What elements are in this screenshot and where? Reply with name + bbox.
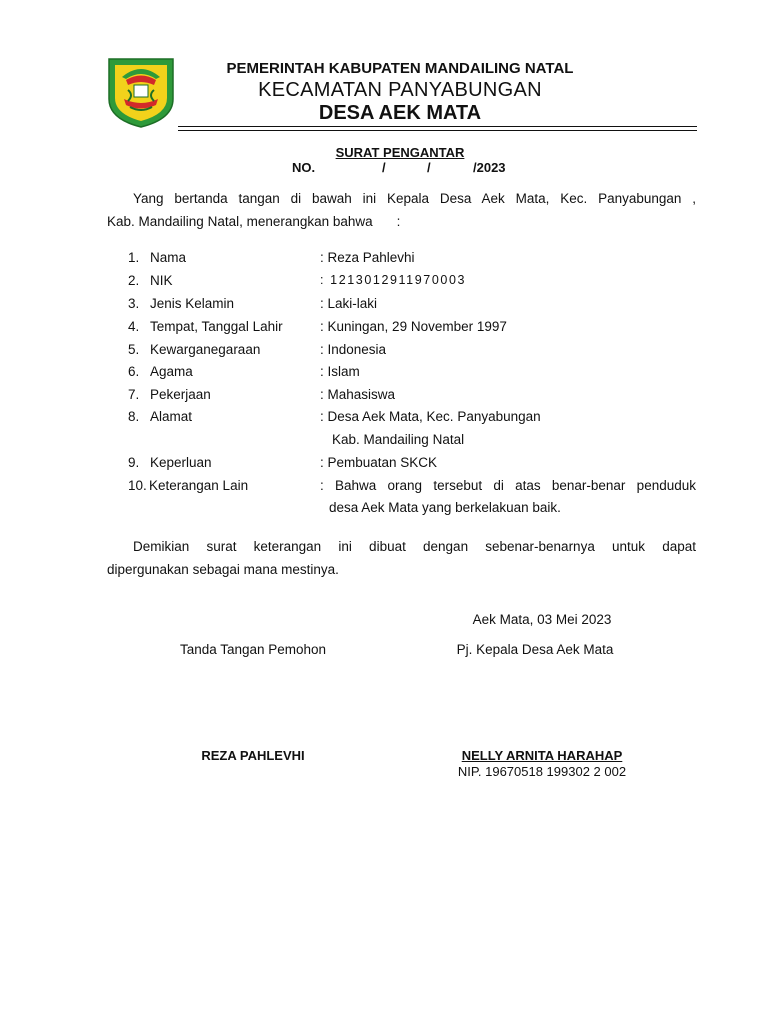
- field-row-continuation: Kab. Mandailing Natal: [332, 432, 465, 447]
- field-row: 5. Kewarganegaraan : Indonesia: [128, 342, 387, 357]
- closing-line-2: dipergunakan sebagai mana mestinya.: [107, 562, 339, 577]
- field-row: 1. Nama : Reza Pahlevhi: [128, 250, 415, 265]
- place-date: Aek Mata, 03 Mei 2023: [472, 612, 612, 627]
- intro-line-2: [107, 210, 400, 233]
- field-row: 6. Agama : Islam: [128, 364, 360, 379]
- field-row: 4. Tempat, Tanggal Lahir : Kuningan, 29 November 1997: [128, 319, 507, 334]
- letter-number-sep1: /: [382, 160, 386, 175]
- official-caption: Pj. Kepala Desa Aek Mata: [456, 642, 614, 657]
- regency-emblem: [104, 55, 178, 129]
- letter-number-sep2: /: [427, 160, 431, 175]
- field-row: 9. Keperluan : Pembuatan SKCK: [128, 455, 438, 470]
- header-village: DESA AEK MATA: [318, 102, 482, 124]
- intro-colon: :: [396, 214, 401, 229]
- applicant-caption: Tanda Tangan Pemohon: [179, 642, 327, 657]
- field-row: 10. Keterangan Lain : Bahwa orang tersebut di atas benar-benar penduduk: [128, 478, 696, 493]
- header-government: PEMERINTAH KABUPATEN MANDAILING NATAL: [226, 60, 574, 77]
- field-row: 3. Jenis Kelamin : Laki-laki: [128, 296, 378, 311]
- letter-number-prefix: NO.: [292, 160, 316, 175]
- header-rule-bottom: [178, 130, 697, 131]
- letter-number: [0, 160, 768, 178]
- header-rule-top: [178, 126, 697, 127]
- letter-title: SURAT PENGANTAR: [335, 145, 465, 160]
- field-row: 7. Pekerjaan : Mahasiswa: [128, 387, 396, 402]
- official-name: NELLY ARNITA HARAHAP: [461, 748, 623, 763]
- intro-text: Kab. Mandailing Natal, menerangkan bahwa: [107, 214, 373, 229]
- field-row: 2. NIK : 1213012911970003: [128, 273, 467, 288]
- closing-line-1: Demikian surat keterangan ini dibuat dengan sebenar-benarnya untuk dapat: [133, 539, 696, 554]
- applicant-name: REZA PAHLEVHI: [201, 748, 305, 763]
- letter-number-year: /2023: [473, 160, 506, 175]
- header-district: KECAMATAN PANYABUNGAN: [258, 79, 542, 101]
- official-nip: NIP. 19670518 199302 2 002: [457, 764, 627, 779]
- field-row-continuation: desa Aek Mata yang berkelakuan baik.: [329, 500, 561, 515]
- field-row: 8. Alamat : Desa Aek Mata, Kec. Panyabungan: [128, 409, 541, 424]
- intro-line-1: Yang bertanda tangan di bawah ini Kepala Desa Aek Mata, Kec. Panyabungan ,: [133, 191, 696, 206]
